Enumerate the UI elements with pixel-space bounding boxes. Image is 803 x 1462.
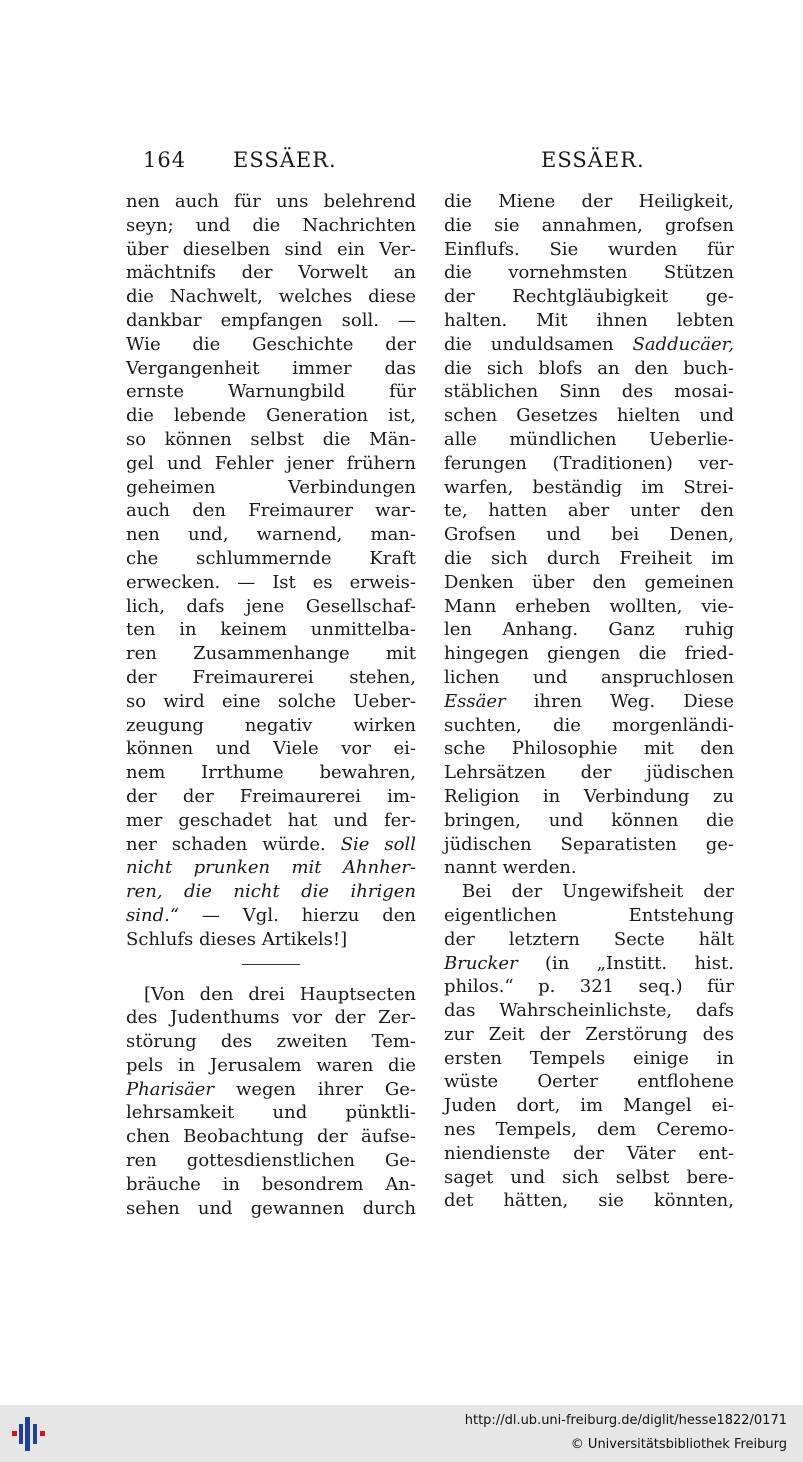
text-line: warfen, beständig im Strei-: [444, 476, 734, 498]
right-column: [444, 190, 734, 1213]
text-line: niendienste der Väter ent-: [444, 1142, 734, 1164]
text-line: störung des zweiten Tem-: [126, 1031, 416, 1053]
text-line: so wird eine solche Ueber-: [126, 690, 416, 712]
text-line: [444, 333, 734, 357]
text-line: che schlummernde Kraft: [126, 547, 416, 569]
text-run: (in „Institt. hist.: [517, 952, 734, 974]
text-line: der Rechtgläubigkeit ge-: [444, 286, 734, 308]
text-line: Bei der Ungewifsheit der: [462, 881, 734, 903]
text-line: alle mündlichen Ueberlie-: [444, 428, 734, 450]
text-line: die lebende Generation ist,: [126, 405, 416, 427]
text-line: die sich blofs an den buch-: [444, 357, 734, 379]
text-line: te, hatten aber unter den: [444, 500, 734, 522]
text-line: ren gottesdienstlichen Ge-: [126, 1150, 416, 1172]
text-line: sehen und gewannen durch: [126, 1197, 416, 1219]
text-line: eigentlichen Entstehung: [444, 904, 734, 926]
text-line: bräuche in besondrem An-: [126, 1173, 416, 1195]
text-line: der der Freimaurerei im-: [126, 785, 416, 807]
text-line: des Judenthums vor der Zer-: [126, 1007, 416, 1029]
text-line: Juden dort, im Mangel ei-: [444, 1095, 734, 1117]
text-line: len Anhang. Ganz ruhig: [444, 619, 734, 641]
text-line: ten in keinem unmittelba-: [126, 619, 416, 641]
running-title-right: ESSÄER.: [541, 148, 645, 172]
text-line: die sie annahmen, grofsen: [444, 214, 734, 236]
text-line: chen Beobachtung der äufse-: [126, 1126, 416, 1148]
left-paragraph-1: [126, 190, 416, 952]
text-line: über dieselben sind ein Ver-: [126, 238, 416, 260]
text-line: lehrsamkeit und pünktli-: [126, 1102, 416, 1124]
copyright-notice: © Universitätsbibliothek Freiburg: [570, 1437, 787, 1452]
text-line: Lehrsätzen der jüdischen: [444, 762, 734, 784]
italic-run: Pharisäer: [126, 1078, 215, 1100]
left-paragraph-2: [126, 983, 416, 1221]
text-line: lichen und anspruchlosen: [444, 666, 734, 688]
text-line: die sich durch Freiheit im: [444, 547, 734, 569]
text-line: Grofsen und bei Denen,: [444, 524, 734, 546]
text-line: erwecken. — Ist es erweis-: [126, 571, 416, 593]
text-line: [444, 690, 734, 714]
text-line: zeugung negativ wirken: [126, 714, 416, 736]
text-line: pels in Jerusalem waren die: [126, 1054, 416, 1076]
text-line: hingegen giengen die fried-: [444, 643, 734, 665]
text-line: nannt werden.: [444, 857, 577, 879]
left-column: [126, 190, 416, 1220]
text-line: saget und sich selbst bere-: [444, 1166, 734, 1188]
page-url-link[interactable]: http://dl.ub.uni-freiburg.de/diglit/hesse1822/0171: [464, 1413, 787, 1428]
text-line: auch den Freimaurer war-: [126, 500, 416, 522]
text-line: Schlufs dieses Artikels!]: [126, 928, 348, 950]
text-line: mer geschadet hat und fer-: [126, 809, 416, 831]
text-line: Wie die Geschichte der: [126, 333, 416, 355]
text-line: geheimen Verbindungen: [126, 476, 416, 498]
text-line: nen auch für uns belehrend: [126, 191, 416, 212]
text-line: jüdischen Separatisten ge-: [444, 833, 734, 855]
text-line: das Wahrscheinlichste, dafs: [444, 1000, 734, 1022]
text-line: Vergangenheit immer das: [126, 357, 416, 379]
text-line: [126, 904, 416, 928]
text-line: lich, dafs jene Gesellschaf-: [126, 595, 416, 617]
italic-run: Sadducäer,: [632, 333, 734, 355]
text-line: Einflufs. Sie wurden für: [444, 238, 734, 260]
text-line: können und Viele vor ei-: [126, 738, 416, 760]
text-line: ren Zusammenhange mit: [126, 643, 416, 665]
text-run: die unduldsamen: [444, 333, 633, 355]
text-line: stäblichen Sinn des mosai-: [444, 381, 734, 403]
page-number: 164: [143, 148, 187, 172]
italic-line: nicht prunken mit Ahnher-: [126, 857, 416, 879]
text-line: dankbar empfangen soll. —: [126, 309, 416, 331]
text-line: die Miene der Heiligkeit,: [444, 191, 734, 212]
text-line: nem Irrthume bewahren,: [126, 762, 416, 784]
ub-freiburg-logo-icon[interactable]: [10, 1416, 48, 1452]
text-line: wüste Oerter entflohene: [444, 1071, 734, 1093]
text-line: ersten Tempels einige in: [444, 1047, 734, 1069]
italic-run: Sie soll: [340, 833, 416, 855]
text-line: [126, 1078, 416, 1102]
text-line: sche Philosophie mit den: [444, 738, 734, 760]
text-line: der letztern Secte hält: [444, 928, 734, 950]
text-line: mächtnifs der Vorwelt an: [126, 262, 416, 284]
text-line: [444, 952, 734, 976]
text-line: Mann erheben wollten, vie-: [444, 595, 734, 617]
italic-run: Brucker: [444, 952, 518, 974]
text-line: halten. Mit ihnen lebten: [444, 309, 734, 331]
text-line: philos.“ p. 321 seq.) für: [444, 976, 734, 998]
text-line: suchten, die morgenländi-: [444, 714, 734, 736]
page-header: [143, 148, 653, 178]
section-divider: [242, 964, 300, 965]
italic-line: ren, die nicht die ihrigen: [126, 881, 416, 903]
text-line: [126, 833, 416, 857]
running-title-left: ESSÄER.: [233, 148, 337, 172]
text-line: Denken über den gemeinen: [444, 571, 734, 593]
italic-run: Essäer: [444, 690, 506, 712]
text-line: die Nachwelt, welches diese: [126, 286, 416, 308]
viewer-footer: [0, 1405, 803, 1462]
text-line: so können selbst die Män-: [126, 428, 416, 450]
text-line: nes Tempels, dem Ceremo-: [444, 1119, 734, 1141]
text-run: — Vgl. hierzu den: [179, 904, 416, 926]
text-run: ihren Weg. Diese: [505, 690, 734, 712]
italic-run: sind.“: [126, 904, 180, 926]
text-line: [Von den drei Hauptsecten: [144, 983, 416, 1005]
text-line: nen und, warnend, man-: [126, 524, 416, 546]
text-line: ferungen (Traditionen) ver-: [444, 452, 734, 474]
text-line: det hätten, sie könnten,: [444, 1190, 734, 1212]
text-line: gel und Fehler jener frühern: [126, 452, 416, 474]
text-line: zur Zeit der Zerstörung des: [444, 1023, 734, 1045]
text-line: Religion in Verbindung zu: [444, 785, 734, 807]
text-run: ner schaden würde.: [126, 833, 341, 855]
text-line: bringen, und können die: [444, 809, 734, 831]
text-line: ernste Warnungbild für: [126, 381, 416, 403]
text-line: seyn; und die Nachrichten: [126, 214, 416, 236]
text-line: die vornehmsten Stützen: [444, 262, 734, 284]
text-line: schen Gesetzes hielten und: [444, 405, 734, 427]
text-line: der Freimaurerei stehen,: [126, 666, 416, 688]
text-run: wegen ihrer Ge-: [214, 1078, 416, 1100]
